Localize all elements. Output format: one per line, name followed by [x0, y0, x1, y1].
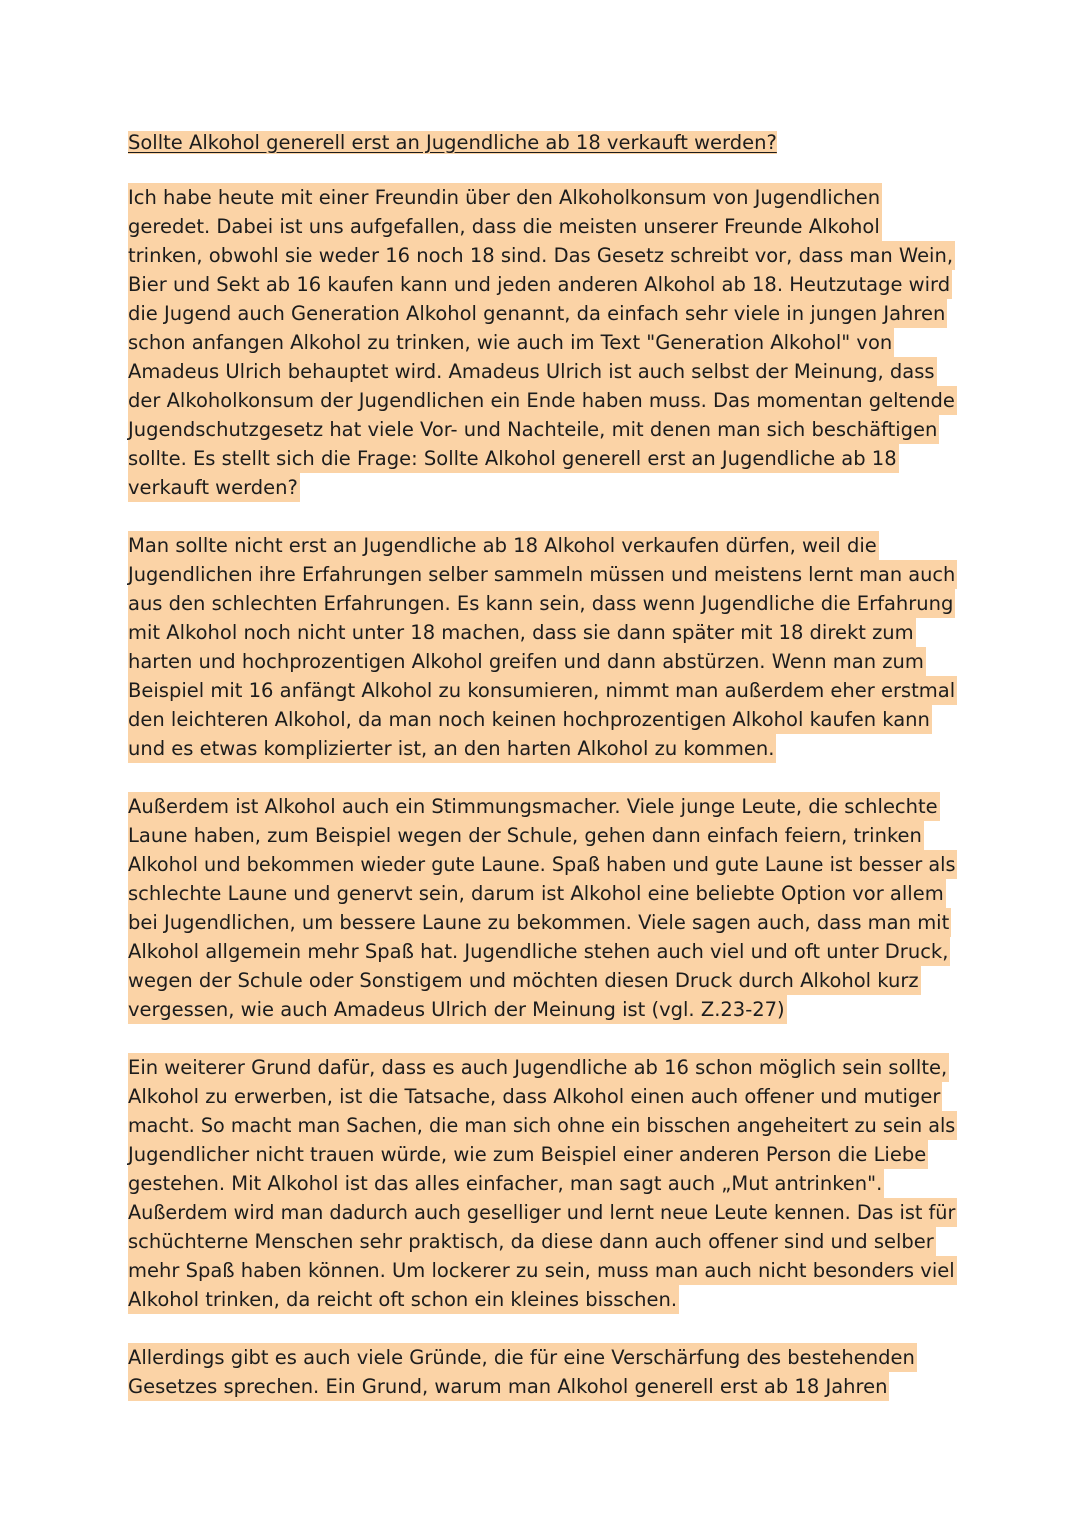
paragraph	[128, 1053, 958, 1314]
text-line: gestehen. Mit Alkohol ist das alles einfacher, man sagt auch „Mut antrinken".	[128, 1169, 884, 1198]
text-line: Jugendschutzgesetz hat viele Vor- und Nachteile, mit denen man sich beschäftigen	[128, 415, 939, 444]
text-line: der Alkoholkonsum der Jugendlichen ein Ende haben muss. Das momentan geltende	[128, 386, 957, 415]
text-line: verkauft werden?	[128, 473, 300, 502]
text-line: schüchterne Menschen sehr praktisch, da diese dann auch offener sind und selber	[128, 1227, 936, 1256]
document-body	[128, 183, 958, 1401]
text-line: und es etwas komplizierter ist, an den harten Alkohol zu kommen.	[128, 734, 776, 763]
text-line: die Jugend auch Generation Alkohol genannt, da einfach sehr viele in jungen Jahren	[128, 299, 947, 328]
text-line: Außerdem ist Alkohol auch ein Stimmungsmacher. Viele junge Leute, die schlechte	[128, 792, 940, 821]
text-line: Außerdem wird man dadurch auch geselliger und lernt neue Leute kennen. Das ist für	[128, 1198, 957, 1227]
text-line: schlechte Laune und genervt sein, darum ist Alkohol eine beliebte Option vor allem	[128, 879, 946, 908]
paragraph	[128, 183, 958, 502]
text-line: trinken, obwohl sie weder 16 noch 18 sind. Das Gesetz schreibt vor, dass man Wein,	[128, 241, 955, 270]
paragraph	[128, 1343, 958, 1401]
text-line: Gesetzes sprechen. Ein Grund, warum man Alkohol generell erst ab 18 Jahren	[128, 1372, 889, 1401]
document-title	[128, 128, 958, 157]
text-line: Laune haben, zum Beispiel wegen der Schule, gehen dann einfach feiern, trinken	[128, 821, 924, 850]
text-line: Jugendlichen ihre Erfahrungen selber sammeln müssen und meistens lernt man auch	[128, 560, 957, 589]
text-line: Allerdings gibt es auch viele Gründe, die für eine Verschärfung des bestehenden	[128, 1343, 917, 1372]
document-title-text: Sollte Alkohol generell erst an Jugendliche ab 18 verkauft werden?	[128, 131, 777, 154]
text-line: schon anfangen Alkohol zu trinken, wie auch im Text "Generation Alkohol" von	[128, 328, 894, 357]
text-line: Beispiel mit 16 anfängt Alkohol zu konsumieren, nimmt man außerdem eher erstmal	[128, 676, 957, 705]
text-line: Bier und Sekt ab 16 kaufen kann und jeden anderen Alkohol ab 18. Heutzutage wird	[128, 270, 952, 299]
paragraph	[128, 531, 958, 763]
text-line: den leichteren Alkohol, da man noch keinen hochprozentigen Alkohol kaufen kann	[128, 705, 932, 734]
text-line: sollte. Es stellt sich die Frage: Sollte Alkohol generell erst an Jugendliche ab 18	[128, 444, 899, 473]
text-line: mit Alkohol noch nicht unter 18 machen, dass sie dann später mit 18 direkt zum	[128, 618, 916, 647]
text-line: mehr Spaß haben können. Um lockerer zu sein, muss man auch nicht besonders viel	[128, 1256, 957, 1285]
text-line: Ein weiterer Grund dafür, dass es auch Jugendliche ab 16 schon möglich sein sollte,	[128, 1053, 949, 1082]
text-line: geredet. Dabei ist uns aufgefallen, dass die meisten unserer Freunde Alkohol	[128, 212, 882, 241]
text-line: Alkohol und bekommen wieder gute Laune. Spaß haben und gute Laune ist besser als	[128, 850, 957, 879]
text-line: Ich habe heute mit einer Freundin über den Alkoholkonsum von Jugendlichen	[128, 183, 882, 212]
paragraph	[128, 792, 958, 1024]
text-line: Alkohol zu erwerben, ist die Tatsache, dass Alkohol einen auch offener und mutiger	[128, 1082, 942, 1111]
text-line: Jugendlicher nicht trauen würde, wie zum Beispiel einer anderen Person die Liebe	[128, 1140, 928, 1169]
text-line: macht. So macht man Sachen, die man sich ohne ein bisschen angeheitert zu sein als	[128, 1111, 957, 1140]
text-line: wegen der Schule oder Sonstigem und möchten diesen Druck durch Alkohol kurz	[128, 966, 921, 995]
text-line: Alkohol trinken, da reicht oft schon ein kleines bisschen.	[128, 1285, 679, 1314]
text-line: harten und hochprozentigen Alkohol greifen und dann abstürzen. Wenn man zum	[128, 647, 926, 676]
text-line: Alkohol allgemein mehr Spaß hat. Jugendliche stehen auch viel und oft unter Druck,	[128, 937, 950, 966]
text-line: Man sollte nicht erst an Jugendliche ab 18 Alkohol verkaufen dürfen, weil die	[128, 531, 879, 560]
text-line: vergessen, wie auch Amadeus Ulrich der Meinung ist (vgl. Z.23-27)	[128, 995, 787, 1024]
text-line: bei Jugendlichen, um bessere Laune zu bekommen. Viele sagen auch, dass man mit	[128, 908, 951, 937]
text-line: aus den schlechten Erfahrungen. Es kann sein, dass wenn Jugendliche die Erfahrung	[128, 589, 955, 618]
document-page	[128, 128, 958, 1430]
text-line: Amadeus Ulrich behauptet wird. Amadeus Ulrich ist auch selbst der Meinung, dass	[128, 357, 937, 386]
